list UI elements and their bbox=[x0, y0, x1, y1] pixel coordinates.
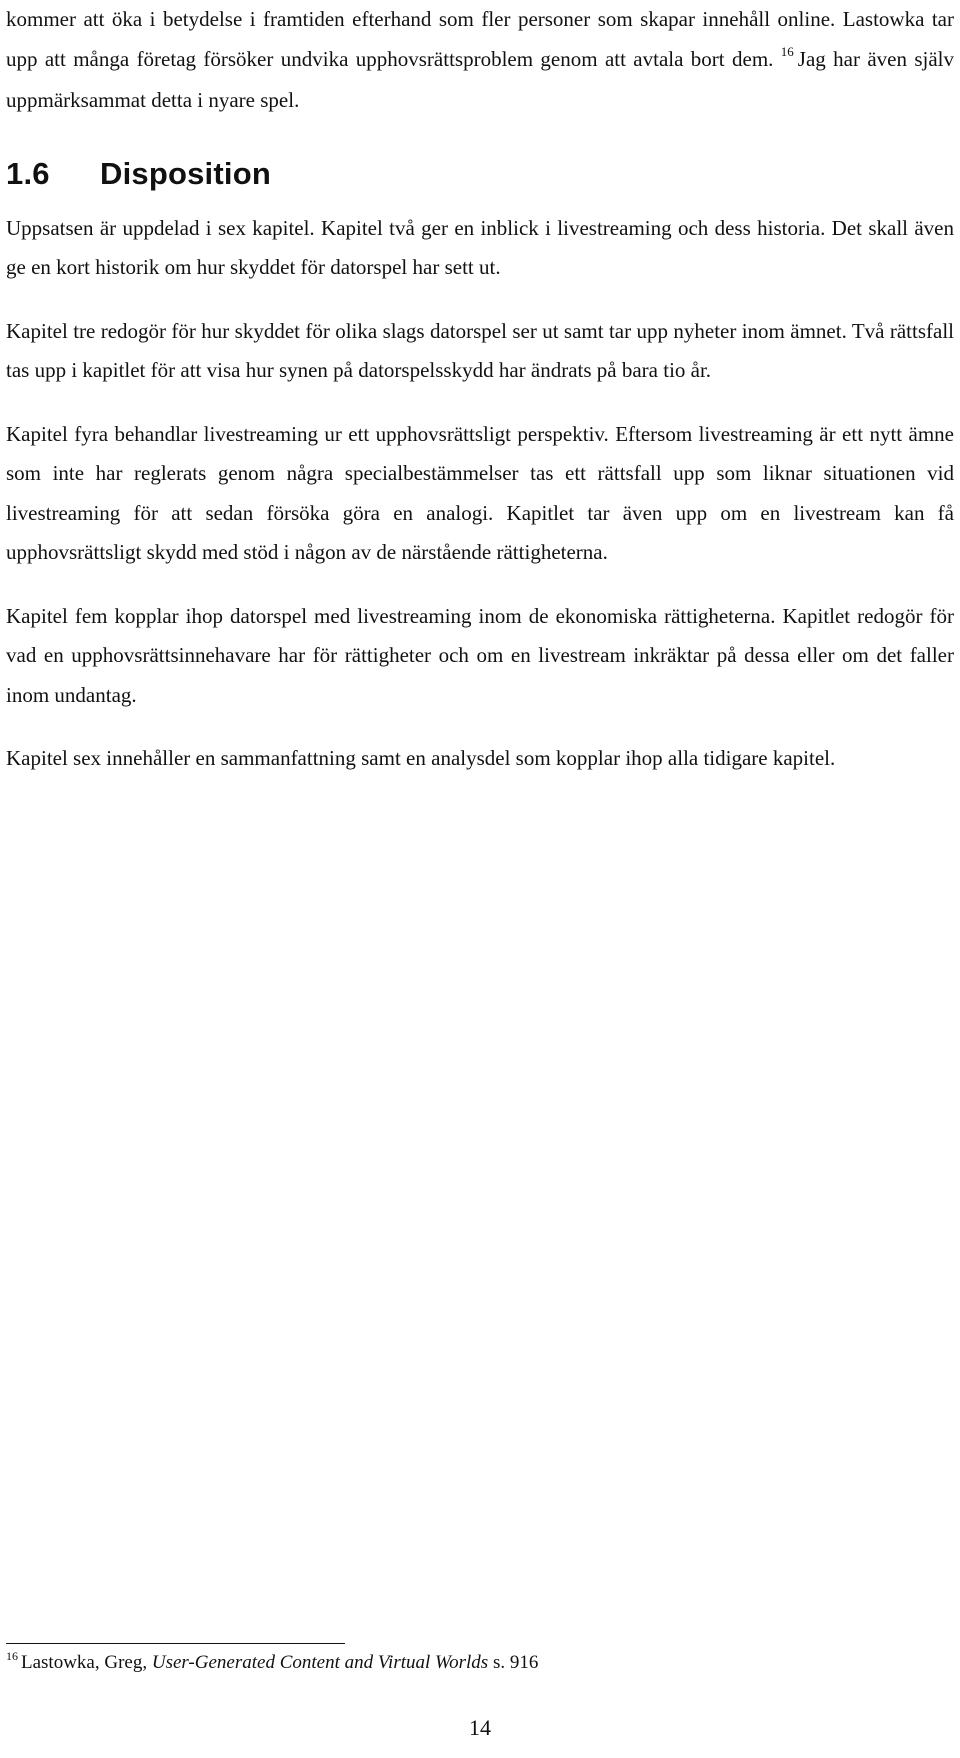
paragraph: Kapitel tre redogör för hur skyddet för olika slags datorspel ser ut samt tar upp nyheter inom ämnet. Två rättsfall tas upp i kapitlet för att visa hur synen på datorspelsskydd har ändrats på bara tio år. bbox=[6, 318, 954, 382]
section-number: 1.6 bbox=[6, 155, 50, 191]
section-heading bbox=[6, 121, 954, 209]
page-content bbox=[6, 0, 954, 779]
paragraph: Kapitel sex innehåller en sammanfattning samt en analysdel som kopplar ihop alla tidigare kapitel. bbox=[6, 746, 836, 770]
page-number: 14 bbox=[469, 1715, 491, 1740]
footnote-reference: 16 bbox=[780, 43, 794, 59]
paragraph: Kapitel fem kopplar ihop datorspel med livestreaming inom de ekonomiska rättigheterna. Kapitlet redogör för vad en upphovsrättsinnehavare har för rättigheter och om en livestream inkräktar på dessa eller om det faller inom undantag. bbox=[6, 603, 954, 707]
footnote-author: Lastowka, Greg, bbox=[21, 1652, 148, 1673]
footnote-work-title: User-Generated Content and Virtual Worlds bbox=[151, 1652, 489, 1673]
paragraph-continued bbox=[6, 0, 954, 121]
paragraph: Uppsatsen är uppdelad i sex kapitel. Kapitel två ger en inblick i livestreaming och dess historia. Det skall även ge en kort historik om hur skyddet för datorspel har sett ut. bbox=[6, 215, 954, 279]
paragraph-spacer bbox=[6, 391, 954, 415]
footnote-marker: 16 bbox=[6, 1649, 18, 1663]
paragraph-text: kommer att öka i betydelse i framtiden efterhand som fler personer som skapar innehåll online. Lastowka tar upp att många företag försöker undvika upphovsrättsproblem genom att avtala bort dem. bbox=[6, 7, 954, 71]
paragraph-text-after-ref: Jag har även själv uppmärksammat detta i nyare spel. bbox=[6, 46, 954, 112]
paragraph: Kapitel fyra behandlar livestreaming ur ett upphovsrättsligt perspektiv. Eftersom livestreaming är ett nytt ämne som inte har reglerats genom några specialbestämmelser tas ett rättsfall upp som liknar situationen vid livestreaming för att sedan försöka göra en analogi. Kapitlet tar även upp om en livestream kan få upphovsrättsligt skydd med stöd i någon av de närstående rättigheterna. bbox=[6, 421, 954, 564]
paragraph-spacer bbox=[6, 715, 954, 739]
paragraph-spacer bbox=[6, 288, 954, 312]
footnote-page: s. 916 bbox=[492, 1652, 539, 1673]
footnote-separator bbox=[6, 1643, 345, 1644]
section-title: Disposition bbox=[100, 155, 271, 191]
paragraph-spacer bbox=[6, 573, 954, 597]
footnote bbox=[6, 1649, 954, 1678]
